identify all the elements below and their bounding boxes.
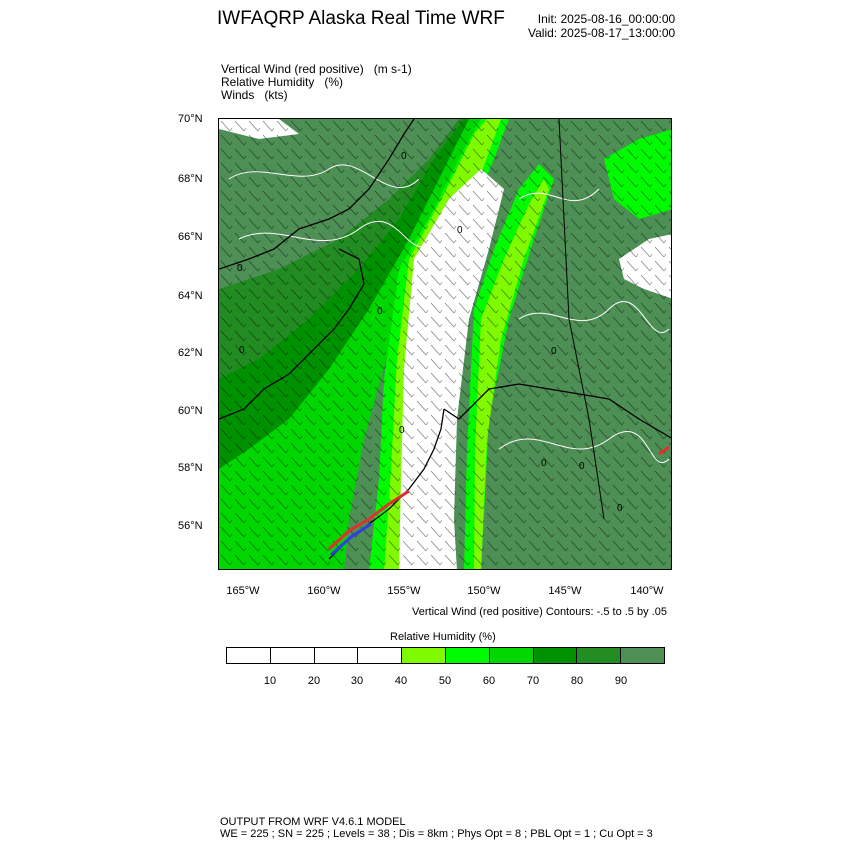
colorbar — [226, 647, 665, 664]
colorbar-title: Relative Humidity (%) — [390, 631, 496, 643]
colorbar-label: 30 — [350, 675, 364, 687]
footer-config: WE = 225 ; SN = 225 ; Levels = 38 ; Dis = 8km ; Phys Opt = 8 ; PBL Opt = 1 ; Cu Opt = 3 — [220, 828, 653, 840]
contour-label: 0 — [579, 461, 585, 472]
field-relative-humidity: Relative Humidity (%) — [221, 75, 344, 89]
colorbar-swatch — [227, 648, 271, 663]
field-list — [221, 63, 412, 102]
colorbar-label: 80 — [570, 675, 584, 687]
colorbar-swatch — [315, 648, 359, 663]
contour-label: 0 — [399, 425, 405, 436]
run-times — [528, 12, 675, 40]
colorbar-label: 90 — [614, 675, 628, 687]
colorbar-swatch — [534, 648, 578, 663]
lat-tick-56: 56°N — [178, 520, 203, 532]
lat-tick-64: 64°N — [178, 290, 203, 302]
lat-tick-66: 66°N — [178, 231, 203, 243]
lon-tick-160: 160°W — [307, 585, 341, 597]
lon-tick-165: 165°W — [226, 585, 260, 597]
contour-label: 0 — [237, 263, 243, 274]
colorbar-label: 70 — [526, 675, 540, 687]
colorbar-label: 40 — [394, 675, 408, 687]
lon-tick-150: 150°W — [467, 585, 501, 597]
contour-label: 0 — [457, 225, 463, 236]
colorbar-swatch — [446, 648, 490, 663]
plot-title: IWFAQRP Alaska Real Time WRF — [217, 8, 505, 29]
lon-tick-145: 145°W — [548, 585, 582, 597]
colorbar-swatch — [402, 648, 446, 663]
colorbar-label: 50 — [438, 675, 452, 687]
lat-tick-68: 68°N — [178, 173, 203, 185]
map-panel — [218, 118, 672, 570]
valid-time: Valid: 2025-08-17_13:00:00 — [528, 26, 676, 40]
lat-tick-58: 58°N — [178, 462, 203, 474]
lon-tick-140: 140°W — [630, 585, 664, 597]
field-vertical-wind: Vertical Wind (red positive) (m s-1) — [221, 62, 412, 76]
contour-label: 0 — [541, 458, 547, 469]
contour-label: 0 — [551, 346, 557, 357]
wind-barbs — [219, 119, 672, 570]
contour-label: 0 — [377, 306, 383, 317]
contour-label: 0 — [239, 345, 245, 356]
map-canvas — [219, 119, 672, 570]
init-time: Init: 2025-08-16_00:00:00 — [537, 12, 676, 26]
colorbar-label: 60 — [482, 675, 496, 687]
contour-label: 0 — [401, 151, 407, 162]
lat-tick-70: 70°N — [178, 113, 203, 125]
lat-tick-60: 60°N — [178, 405, 203, 417]
contour-note: Vertical Wind (red positive) Contours: -.5 to .5 by .05 — [412, 606, 667, 618]
lon-tick-155: 155°W — [387, 585, 421, 597]
colorbar-swatch — [577, 648, 621, 663]
colorbar-label: 20 — [307, 675, 321, 687]
colorbar-swatch — [621, 648, 664, 663]
footer-model: OUTPUT FROM WRF V4.6.1 MODEL — [220, 816, 406, 828]
model-footer — [220, 816, 653, 840]
colorbar-label: 10 — [263, 675, 277, 687]
contour-label: 0 — [617, 503, 623, 514]
colorbar-swatch — [271, 648, 315, 663]
colorbar-swatch — [490, 648, 534, 663]
colorbar-swatch — [358, 648, 402, 663]
lat-tick-62: 62°N — [178, 347, 203, 359]
field-winds: Winds (kts) — [221, 88, 288, 102]
